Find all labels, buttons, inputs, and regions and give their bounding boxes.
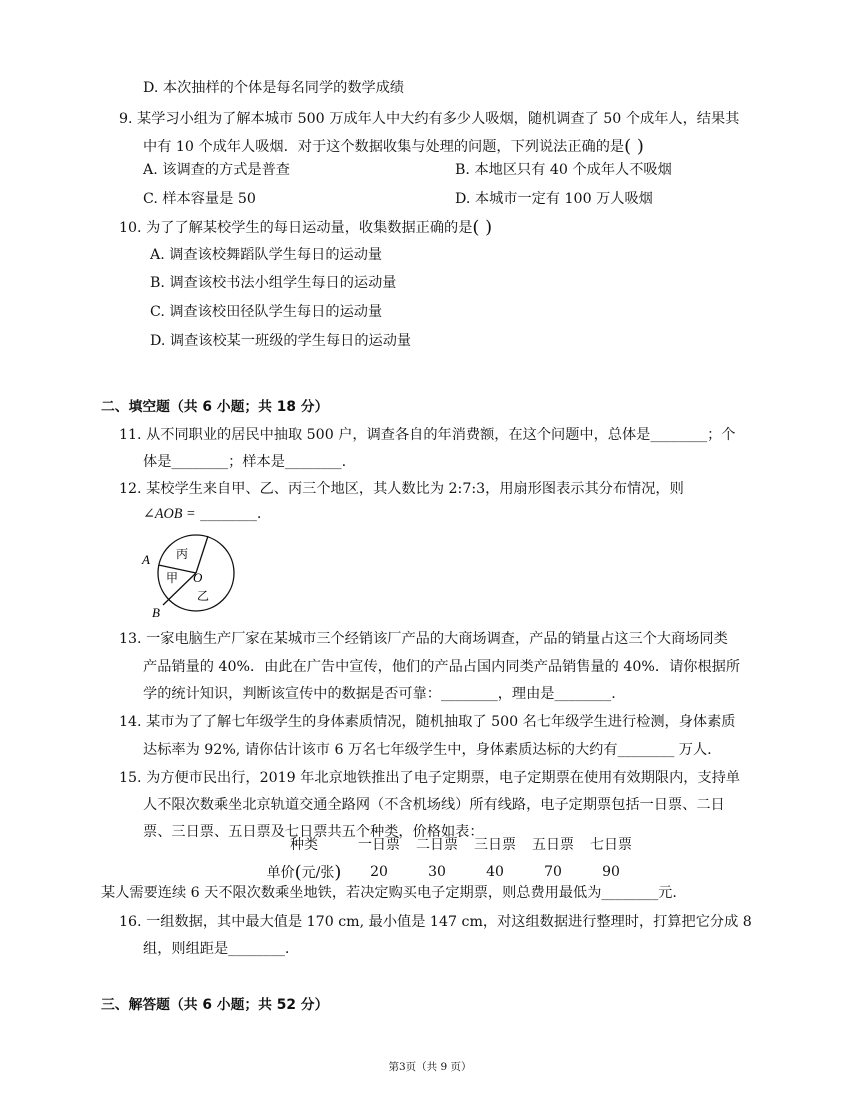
q13-line2: 产品销量的 40%．由此在广告中宣传，他们的产品占国内同类产品销售量的 40%．请你根据所 — [143, 659, 741, 675]
q16-line1: 16. 一组数据，其中最大值是 170 cm, 最小值是 147 cm，对这组数据进行整理时，打算把它分成 8 — [119, 914, 752, 930]
q14-line2: 达标率为 92%, 请你估计该市 6 万名七年级学生中，身体素质达标的大约有________ 万人. — [143, 742, 712, 758]
q12-angle-expression: ∠AOB = — [143, 506, 196, 522]
q15-line1: 15. 为方便市民出行，2019 年北京地铁推出了电子定期票，电子定期票在使用有效期限内，支持单 — [119, 770, 741, 786]
label-a: A — [142, 552, 150, 567]
label-o: O — [193, 570, 203, 585]
q13-line1: 13. 一家电脑生产厂家在某城市三个经销该厂产品的大商场调查，产品的销量占这三个大商场同类 — [119, 631, 728, 647]
row-label-pre: 单价 — [266, 864, 295, 881]
pie-figure — [138, 527, 248, 619]
section-2-heading: 二、填空题（共 6 小题；共 18 分） — [101, 399, 329, 415]
q15-line2: 人不限次数乘坐北京轨道交通全路网（不含机场线）所有线路，电子定期票包括一日票、二日 — [143, 797, 725, 813]
type-cell: 三日票 — [474, 837, 516, 853]
q10-stem — [119, 218, 492, 238]
label-jia: 甲 — [166, 571, 179, 585]
q9-option-a: A. 该调查的方式是普查 — [143, 162, 290, 178]
price-cell: 40 — [486, 864, 504, 880]
q8-option-d: D. 本次抽样的个体是每名同学的数学成绩 — [143, 80, 405, 96]
q12-line1: 12. 某校学生来自甲、乙、丙三个地区，其人数比为 2:7:3，用扇形图表示其分布情况，则 — [119, 481, 684, 497]
label-b: B — [152, 605, 160, 619]
q16-line2: 组，则组距是________. — [143, 941, 290, 957]
q15-line3: 票、三日票、五日票及七日票共五个种类，价格如表： — [143, 824, 484, 840]
q10-option-d: D. 调查该校某一班级的学生每日的运动量 — [150, 333, 412, 349]
q12-line2 — [143, 504, 261, 524]
price-cell: 90 — [602, 864, 620, 880]
q11-line1: 11. 从不同职业的居民中抽取 500 户，调查各自的年消费额，在这个问题中，总体是________；个 — [119, 427, 736, 443]
radius-oc — [196, 536, 208, 573]
q9-option-b: B. 本地区只有 40 个成年人不吸烟 — [455, 162, 672, 178]
q9-stem-text: 中有 10 个成年人吸烟．对于这个数据收集与处理的问题，下列说法正确的是 — [143, 139, 625, 155]
q10-option-b: B. 调查该校书法小组学生每日的运动量 — [150, 275, 397, 291]
q9-option-c: C. 样本容量是 50 — [143, 191, 256, 207]
q13-line3: 学的统计知识，判断该宣传中的数据是否可靠：________，理由是________. — [143, 686, 616, 702]
q9-stem-line1: 9. 某学习小组为了解本城市 500 万成年人中大约有多少人吸烟，随机调查了 50 个成年人，结果其 — [119, 111, 740, 127]
type-cell: 一日票 — [358, 837, 400, 853]
q15-line4: 某人需要连续 6 天不限次数乘坐地铁，若决定购买电子定期票，则总费用最低为________元. — [101, 885, 677, 901]
label-yi: 乙 — [197, 589, 210, 603]
label-bing: 丙 — [176, 547, 189, 561]
price-table-header-row — [258, 830, 640, 858]
header-label: 种类 — [290, 837, 318, 853]
price-cell: 70 — [544, 864, 562, 880]
q12-blank: ________. — [200, 506, 262, 522]
q14-line1: 14. 某市为了了解七年级学生的身体素质情况，随机抽取了 500 名七年级学生进行检测，身体素质 — [119, 714, 736, 730]
price-cell: 20 — [370, 864, 388, 880]
type-cell: 七日票 — [590, 837, 632, 853]
page-footer: 第3页（共 9 页） — [388, 1061, 472, 1073]
q11-line2: 体是________；样本是________. — [143, 454, 347, 470]
q10-answer-paren: ( ) — [472, 217, 493, 238]
q9-answer-paren: ( ) — [624, 136, 644, 157]
row-label: 单价(元/张) — [266, 861, 342, 883]
price-cell: 30 — [428, 864, 446, 880]
price-table — [258, 830, 640, 886]
q9-stem-line2 — [143, 137, 644, 157]
q9-option-d: D. 本城市一定有 100 万人吸烟 — [455, 191, 653, 207]
q10-option-c: C. 调查该校田径队学生每日的运动量 — [150, 304, 383, 320]
type-cell: 二日票 — [416, 837, 458, 853]
q10-stem-text: 10. 为了了解某校学生的每日运动量，收集数据正确的是 — [119, 220, 473, 236]
q10-option-a: A. 调查该校舞蹈队学生每日的运动量 — [150, 247, 383, 263]
type-cell: 五日票 — [532, 837, 574, 853]
price-table-price-row — [258, 858, 640, 886]
row-label-unit: 元/张 — [301, 864, 335, 881]
section-3-heading: 三、解答题（共 6 小题；共 52 分） — [101, 997, 329, 1013]
